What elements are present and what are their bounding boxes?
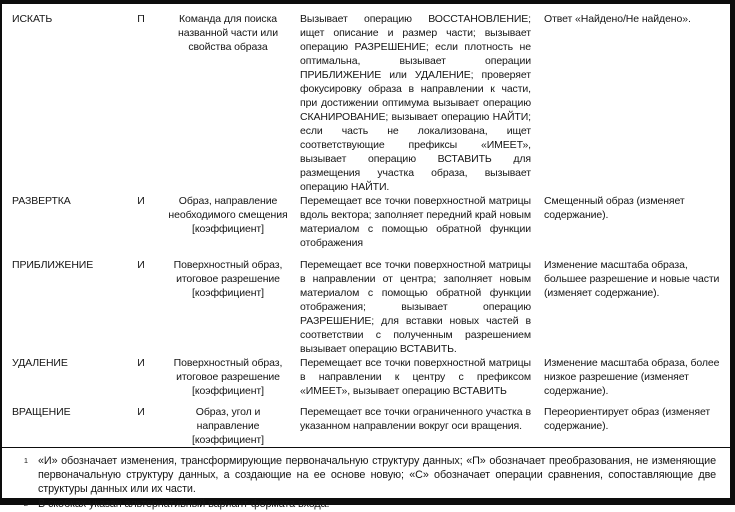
operation-name: ВРАЩЕНИЕ bbox=[12, 406, 71, 418]
operation-output: Изменение масштаба образа, большее разрешение и новые части (изменяет содержание). bbox=[544, 259, 720, 299]
operation-output: Переориентирует образ (изменяет содержание). bbox=[544, 406, 711, 432]
table-row bbox=[2, 405, 730, 447]
operation-input: Поверхностный образ, итоговое разрешение [коэффициент] bbox=[173, 357, 283, 397]
table-row bbox=[2, 258, 730, 356]
footnotes-section bbox=[2, 448, 730, 512]
operation-type: И bbox=[137, 406, 145, 418]
operation-name: ИСКАТЬ bbox=[12, 13, 53, 25]
operation-input: Поверхностный образ, итоговое разрешение [коэффициент] bbox=[173, 259, 283, 299]
operation-output: Смещенный образ (изменяет содержание). bbox=[544, 195, 685, 221]
footnote bbox=[14, 454, 720, 496]
operation-type: П bbox=[137, 13, 145, 25]
footnote-text: «И» обозначает изменения, трансформирующие первоначальную структуру данных; «П» обозначает преобразования, не изменяющие первоначальную структуру данных, а создающие на ее основе новую; «С» обозначает операции сравнения, сопоставляющие две структуры данных или их части. bbox=[38, 455, 716, 495]
footnote-text: В скобках указан альтернативный вариант формата входа. bbox=[38, 498, 330, 510]
operation-input: Образ, угол и направление [коэффициент] bbox=[192, 406, 264, 446]
table-row bbox=[2, 12, 730, 194]
operation-type: И bbox=[137, 195, 145, 207]
operation-name: РАЗВЕРТКА bbox=[12, 195, 71, 207]
table-row bbox=[2, 194, 730, 258]
operation-description: Перемещает все точки ограниченного участка в указанном направлении вокруг оси вращения. bbox=[300, 406, 531, 432]
operation-input: Команда для поиска названной части или свойства образа bbox=[178, 13, 278, 53]
footnote bbox=[14, 497, 720, 511]
operation-name: ПРИБЛИЖЕНИЕ bbox=[12, 259, 94, 271]
operation-description: Перемещает все точки поверхностной матрицы вдоль вектора; заполняет передний край новым материалом с помощью обратной функции отображения bbox=[300, 195, 531, 249]
operation-description: Перемещает все точки поверхностной матрицы в направлении к центру с префиксом «ИМЕЕТ», вызывает операцию ВСТАВИТЬ bbox=[300, 357, 531, 397]
table-row bbox=[2, 356, 730, 405]
operation-type: И bbox=[137, 357, 145, 369]
footnote-marker: 2 bbox=[23, 499, 29, 508]
operation-description: Вызывает операцию ВОССТАНОВЛЕНИЕ; ищет описание и размер части; вызывает операцию РАЗРЕШЕНИЕ; если плотность не оптимальна, вызывает операции ПРИБЛИЖЕНИЕ или УДАЛЕНИЕ; проверяет фокусировку образа в направлении к части, при достижении оптимума вызывает операцию СКАНИРОВАНИЕ; вызывает операцию НАЙТИ; если часть не локализована, ищет соответствующие префиксы «ИМЕЕТ», вызывает операцию ВСТАВИТЬ для размещения участка образа, вызывает операцию НАЙТИ. bbox=[300, 13, 531, 193]
operation-input: Образ, направление необходимого смещения [коэффициент] bbox=[168, 195, 288, 235]
operation-output: Изменение масштаба образа, более низкое разрешение (изменяет содержание). bbox=[544, 357, 720, 397]
operation-description: Перемещает все точки поверхностной матрицы в направлении от центра; заполняет новым материалом с помощью обратной функции отображения; вызывает операцию РАЗРЕШЕНИЕ; для вставки новых частей в соответствии с полученным разрешением вызывает операцию ВСТАВИТЬ. bbox=[300, 259, 531, 355]
operation-name: УДАЛЕНИЕ bbox=[12, 357, 68, 369]
operation-type: И bbox=[137, 259, 145, 271]
operations-table bbox=[2, 4, 730, 447]
footnote-marker: 1 bbox=[23, 456, 29, 465]
operation-output: Ответ «Найдено/Не найдено». bbox=[544, 13, 691, 25]
